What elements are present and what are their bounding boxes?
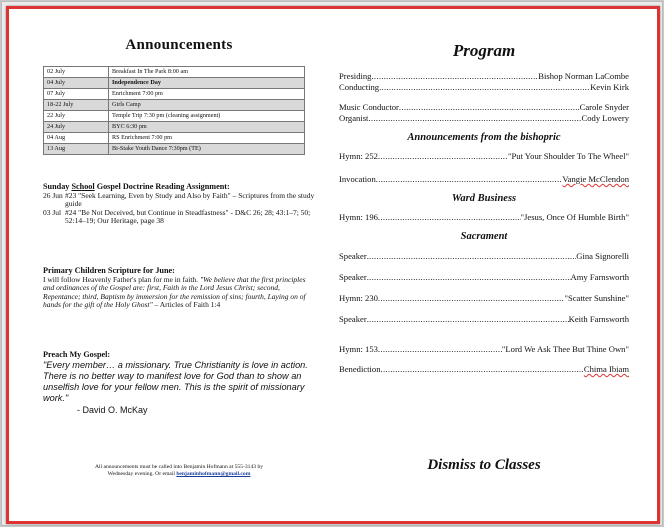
schedule-date: 04 Aug — [44, 133, 109, 144]
preach-heading: Preach My Gospel: — [43, 350, 111, 359]
invocation-line: Invocation ..... Vangie McClendon — [339, 174, 629, 185]
schedule-date: 22 July — [44, 111, 109, 122]
speaker-line: Speaker ..... Amy Farnsworth — [339, 272, 629, 283]
presiding-line: Presiding ..... Bishop Norman LaCombe — [339, 71, 629, 82]
speaker-line: Speaker ..... Gina Signorelli — [339, 251, 629, 262]
reading-item: 03 Jul #24 "Be Not Deceived, but Continue in Steadfastness" - D&C 26; 28; 43:1–7; 50; 52:14–19; Our Heritage, page 38 — [43, 207, 311, 226]
bishopric-announcements-heading: Announcements from the bishopric — [407, 132, 561, 143]
speaker-line: Speaker ..... Keith Farnsworth — [339, 314, 629, 325]
hymn-line: Hymn: 196 ..... "Jesus, Once Of Humble Birth" — [339, 212, 629, 223]
organist-line: Organist ..... Cody Lowery — [339, 113, 629, 124]
schedule-event: BYC 6:30 pm — [109, 122, 305, 133]
schedule-row — [44, 67, 305, 78]
conducting-line: Conducting ..... Kevin Kirk — [339, 82, 629, 93]
schedule-event: Temple Trip 7:30 pm (cleaning assignment) — [109, 111, 305, 122]
ward-business-heading: Ward Business — [451, 193, 517, 204]
schedule-date: 13 Aug — [44, 144, 109, 155]
sunday-school-section — [43, 183, 321, 226]
schedule-event: Enrichment 7:00 pm — [109, 89, 305, 100]
music-conductor-line: Music Conductor ..... Carole Snyder — [339, 102, 629, 113]
schedule-date: 07 July — [44, 89, 109, 100]
page-content — [9, 9, 657, 521]
hymn-line: Hymn: 153 ..... "Lord We Ask Thee But Thine Own" — [339, 344, 629, 355]
schedule-event: Breakfast In The Park 8:00 am — [109, 67, 305, 78]
schedule-event: RS Enrichment 7:00 pm — [109, 133, 305, 144]
schedule-row — [44, 111, 305, 122]
schedule-event: Independence Day — [109, 78, 305, 89]
schedule-date: 04 July — [44, 78, 109, 89]
email-link[interactable]: benjaminhofmann@gmail.com — [176, 471, 251, 477]
schedule-row — [44, 100, 305, 111]
program-column — [339, 41, 629, 375]
benediction-line: Benediction ..... Chima Ibiam — [339, 364, 629, 375]
schedule-event: Girls Camp — [109, 100, 305, 111]
schedule-event: Bi-Stake Youth Dance 7:30pm (TE) — [109, 144, 305, 155]
announcements-title: Announcements — [125, 37, 233, 53]
hymn-line: Hymn: 252 ..... "Put Your Shoulder To The Wheel" — [339, 151, 629, 162]
primary-text: I will follow Heavenly Father's plan for me in faith. "We believe that the first principles and ordinances of the Gospel are: first, Faith in the Lord Jesus Christ; second, Repentance; third, Baptism by immersion for the remission of sins; fourth, Laying on of hands for the gift of the Holy Ghost" – Articles of Faith 1:4 — [43, 274, 306, 310]
schedule-row — [44, 144, 305, 155]
schedule-table — [43, 66, 305, 155]
hymn-line: Hymn: 230 ..... "Scatter Sunshine" — [339, 293, 629, 304]
reading-item: 26 Jun #23 "Seek Learning, Even by Study and Also by Faith" – Scriptures from the study guide — [43, 190, 315, 209]
dismiss-to-classes: Dismiss to Classes — [427, 457, 541, 473]
announcement-footer: All announcements must be called into Benjamin Hofmann at 555-3143 by Wednesday evening. Or email benjaminhofmann@gmail.com — [94, 464, 264, 477]
primary-section — [43, 267, 315, 310]
preach-author: - David O. McKay — [77, 404, 148, 415]
schedule-row — [44, 78, 305, 89]
announcements-column — [33, 37, 325, 155]
primary-heading: Primary Children Scripture for June: — [43, 266, 175, 275]
schedule-date: 02 July — [44, 67, 109, 78]
schedule-date: 18-22 July — [44, 100, 109, 111]
program-page — [6, 6, 660, 524]
schedule-row — [44, 133, 305, 144]
preach-my-gospel-section — [43, 351, 315, 414]
sacrament-heading: Sacrament — [460, 231, 508, 242]
program-title: Program — [452, 41, 516, 60]
schedule-row — [44, 89, 305, 100]
schedule-row — [44, 122, 305, 133]
schedule-date: 24 July — [44, 122, 109, 133]
sunday-school-heading: Sunday School Gospel Doctrine Reading Assignment: — [43, 182, 230, 191]
preach-quote: "Every member… a missionary. True Christianity is love in action. There is no better way to manifest love for God than to show an unselfish love for your fellow men. This is the spirit of missionary work." — [43, 359, 308, 403]
